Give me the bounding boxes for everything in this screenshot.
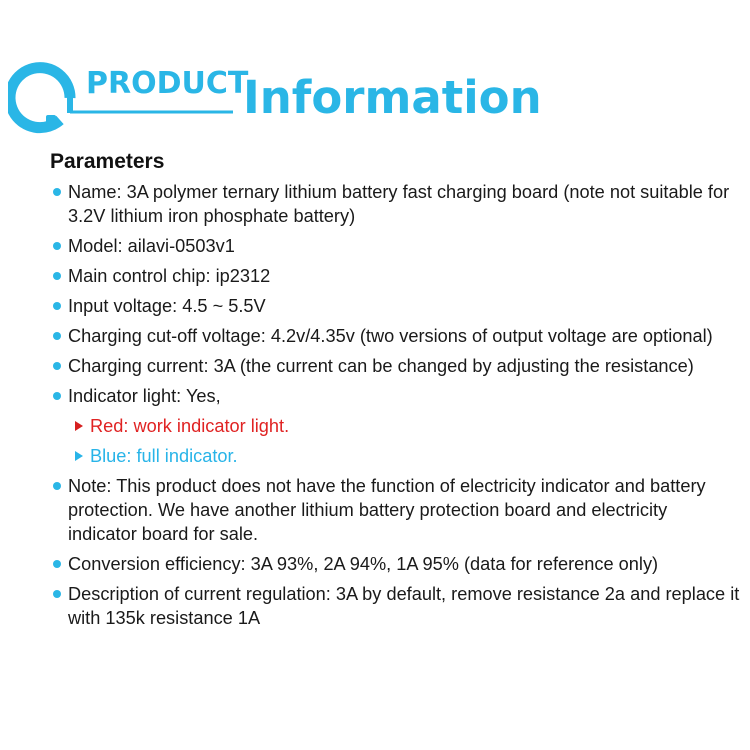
param-indicator-light: Indicator light: Yes, xyxy=(68,386,221,406)
bullet-icon xyxy=(53,332,61,340)
indicator-blue xyxy=(50,444,740,468)
bullet-icon xyxy=(53,362,61,370)
bullet-icon xyxy=(53,242,61,250)
bullet-icon xyxy=(53,302,61,310)
list-item xyxy=(50,264,740,288)
list-item xyxy=(50,474,740,546)
bullet-icon xyxy=(53,272,61,280)
list-item xyxy=(50,552,740,576)
param-name: Name: 3A polymer ternary lithium battery fast charging board (note not suitable for 3.2V lithium iron phosphate battery) xyxy=(68,182,730,226)
indicator-blue-text: Blue: full indicator. xyxy=(90,446,238,466)
list-item xyxy=(50,180,740,228)
triangle-right-icon xyxy=(75,421,83,431)
bullet-icon xyxy=(53,560,61,568)
triangle-right-icon xyxy=(75,451,83,461)
bullet-icon xyxy=(53,392,61,400)
param-cutoff-voltage: Charging cut-off voltage: 4.2v/4.35v (two versions of output voltage are optional) xyxy=(68,326,713,346)
parameter-list xyxy=(50,180,740,636)
list-item xyxy=(50,582,740,630)
list-item xyxy=(50,354,740,378)
indicator-red-text: Red: work indicator light. xyxy=(90,416,290,436)
param-charging-current: Charging current: 3A (the current can be changed by adjusting the resistance) xyxy=(68,356,694,376)
param-efficiency: Conversion efficiency: 3A 93%, 2A 94%, 1A 95% (data for reference only) xyxy=(68,554,659,574)
list-item xyxy=(50,324,740,348)
param-current-regulation: Description of current regulation: 3A by default, remove resistance 2a and replace it with 135k resistance 1A xyxy=(68,584,740,628)
param-chip: Main control chip: ip2312 xyxy=(68,266,271,286)
param-model: Model: ailavi-0503v1 xyxy=(68,236,235,256)
product-information-header xyxy=(0,58,750,138)
bullet-icon xyxy=(53,590,61,598)
list-item xyxy=(50,384,740,408)
list-item xyxy=(50,234,740,258)
param-note: Note: This product does not have the function of electricity indicator and battery protection. We have another lithium battery protection board and electricity indicator board for sale. xyxy=(68,476,706,544)
bullet-icon xyxy=(53,188,61,196)
indicator-red xyxy=(50,414,740,438)
information-label: Information xyxy=(243,71,542,124)
param-input-voltage: Input voltage: 4.5 ~ 5.5V xyxy=(68,296,266,316)
parameters-title: Parameters xyxy=(50,150,165,173)
bullet-icon xyxy=(53,482,61,490)
list-item xyxy=(50,294,740,318)
product-label: PRODUCT xyxy=(86,66,249,101)
